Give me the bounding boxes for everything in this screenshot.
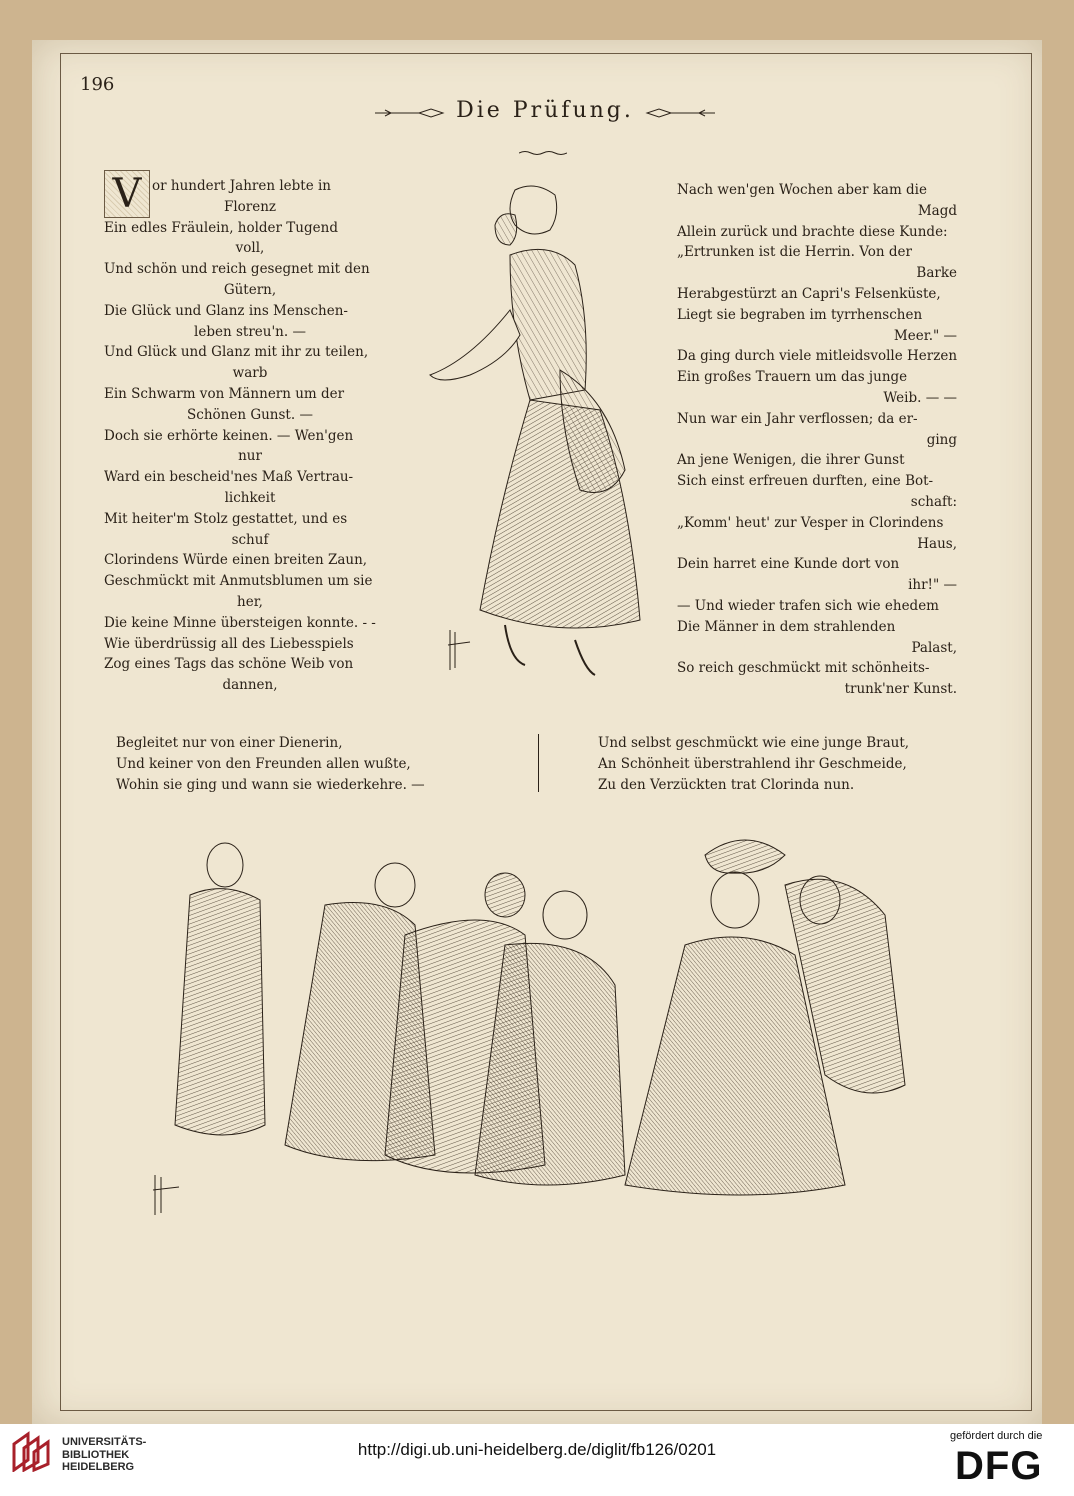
poem-line: Schönen Gunst. —	[187, 406, 313, 423]
footer-bar	[0, 1424, 1074, 1496]
title-block	[375, 96, 715, 130]
poem-line: schaft:	[910, 493, 957, 510]
poem-line: An jene Wenigen, die ihrer Gunst	[677, 452, 905, 469]
poem-line: or hundert Jahren lebte in	[152, 178, 332, 194]
poem-line: „Komm' heut' zur Vesper in Clorindens	[677, 514, 944, 531]
poem-line: Palast,	[911, 639, 957, 656]
poem-line: An Schönheit überstrahlend ihr Geschmeide,	[598, 755, 907, 772]
poem-line: Und keiner von den Freunden allen wußte,	[116, 755, 411, 772]
library-line: UNIVERSITÄTS-	[62, 1436, 147, 1448]
poem-line: ging	[926, 431, 957, 448]
library-line: BIBLIOTHEK	[62, 1448, 130, 1461]
poem-line: Nun war ein Jahr verflossen; da er-	[677, 410, 918, 427]
poem-line: Und selbst geschmückt wie eine junge Braut,	[598, 735, 910, 751]
poem-line: her,	[237, 593, 263, 610]
poem-line: Barke	[916, 265, 957, 282]
poem-line: nur	[238, 448, 262, 465]
poem-right-column	[677, 180, 977, 700]
title-divider-icon	[519, 150, 567, 156]
poem-line: Dein harret eine Kunde dort von	[677, 556, 900, 573]
page-title: Die Prüfung.	[456, 98, 634, 123]
poem-line: Nach wen'gen Wochen aber kam die	[677, 182, 927, 198]
poem-line: Da ging durch viele mitleidsvolle Herzen	[677, 348, 958, 365]
library-line: HEIDELBERG	[62, 1461, 135, 1473]
poem-line: Und Glück und Glanz mit ihr zu teilen,	[104, 344, 369, 361]
poem-line: Geschmückt mit Anmutsblumen um sie	[104, 573, 373, 590]
poem-line: Begleitet nur von einer Dienerin,	[116, 735, 343, 751]
poem-line: Ward ein bescheid'nes Maß Vertrau-	[104, 469, 354, 486]
poem-line: Doch sie erhörte keinen. — Wen'gen	[104, 427, 354, 444]
column-divider	[538, 734, 539, 792]
poem-line: — Und wieder trafen sich wie ehedem	[677, 597, 939, 614]
gathering-illustration	[145, 825, 935, 1225]
poem-line: lichkeit	[224, 489, 276, 506]
poem-line: Gütern,	[223, 281, 277, 298]
poem-line: leben streu'n. —	[194, 323, 306, 340]
dfg-logo: DFG	[955, 1444, 1043, 1488]
poem-line: Mit heiter'm Stolz gestattet, und es	[104, 510, 348, 527]
funding-note: gefördert durch die	[950, 1430, 1043, 1442]
poem-line: „Ertrunken ist die Herrin. Von der	[677, 244, 912, 261]
poem-line: Ein edles Fräulein, holder Tugend	[104, 219, 338, 236]
maid-illustration	[410, 170, 660, 690]
ornament-left-icon	[375, 108, 455, 118]
drop-cap: V	[104, 170, 150, 218]
poem-bottom-right	[598, 733, 958, 795]
poem-line: Sich einst erfreuen durften, eine Bot-	[677, 473, 934, 490]
poem-left-column	[104, 176, 396, 696]
poem-line: Liegt sie begraben im tyrrhenschen	[677, 306, 923, 323]
poem-line: warb	[232, 365, 268, 382]
poem-line: Clorindens Würde einen breiten Zaun,	[104, 552, 368, 569]
poem-line: So reich geschmückt mit schönheits-	[677, 660, 930, 677]
poem-line: Die Glück und Glanz ins Menschen-	[104, 302, 348, 319]
ornament-right-icon	[635, 108, 715, 118]
poem-line: Allein zurück und brachte diese Kunde:	[677, 223, 948, 240]
poem-line: Wie überdrüssig all des Liebesspiels	[104, 635, 354, 652]
poem-line: Zog eines Tags das schöne Weib von	[104, 656, 354, 673]
poem-line: Meer." —	[893, 327, 957, 344]
poem-line: trunk'ner Kunst.	[844, 681, 957, 698]
poem-line: Florenz	[223, 198, 277, 215]
poem-line: Zu den Verzückten trat Clorinda nun.	[598, 776, 855, 793]
poem-line: Herabgestürzt an Capri's Felsenküste,	[677, 285, 941, 302]
poem-line: Wohin sie ging und wann sie wiederkehre. —	[116, 776, 425, 793]
poem-line: Weib. — —	[883, 389, 957, 406]
page-number: 196	[80, 74, 115, 95]
poem-line: ihr!" —	[908, 577, 957, 594]
poem-line: Haus,	[917, 535, 957, 552]
poem-line: Die Männer in dem strahlenden	[677, 618, 896, 635]
poem-line: voll,	[235, 240, 265, 257]
poem-line: Ein großes Trauern um das junge	[677, 369, 908, 386]
poem-line: Magd	[917, 202, 957, 219]
poem-line: Die keine Minne übersteigen konnte. - -	[104, 614, 376, 631]
poem-bottom-left	[116, 733, 496, 795]
poem-line: schuf	[231, 531, 269, 548]
poem-line: dannen,	[222, 677, 278, 694]
poem-line: Und schön und reich gesegnet mit den	[104, 261, 370, 278]
source-url-link[interactable]: http://digi.ub.uni-heidelberg.de/diglit/fb126/0201	[357, 1440, 717, 1459]
poem-line: Ein Schwarm von Männern um der	[104, 385, 345, 402]
